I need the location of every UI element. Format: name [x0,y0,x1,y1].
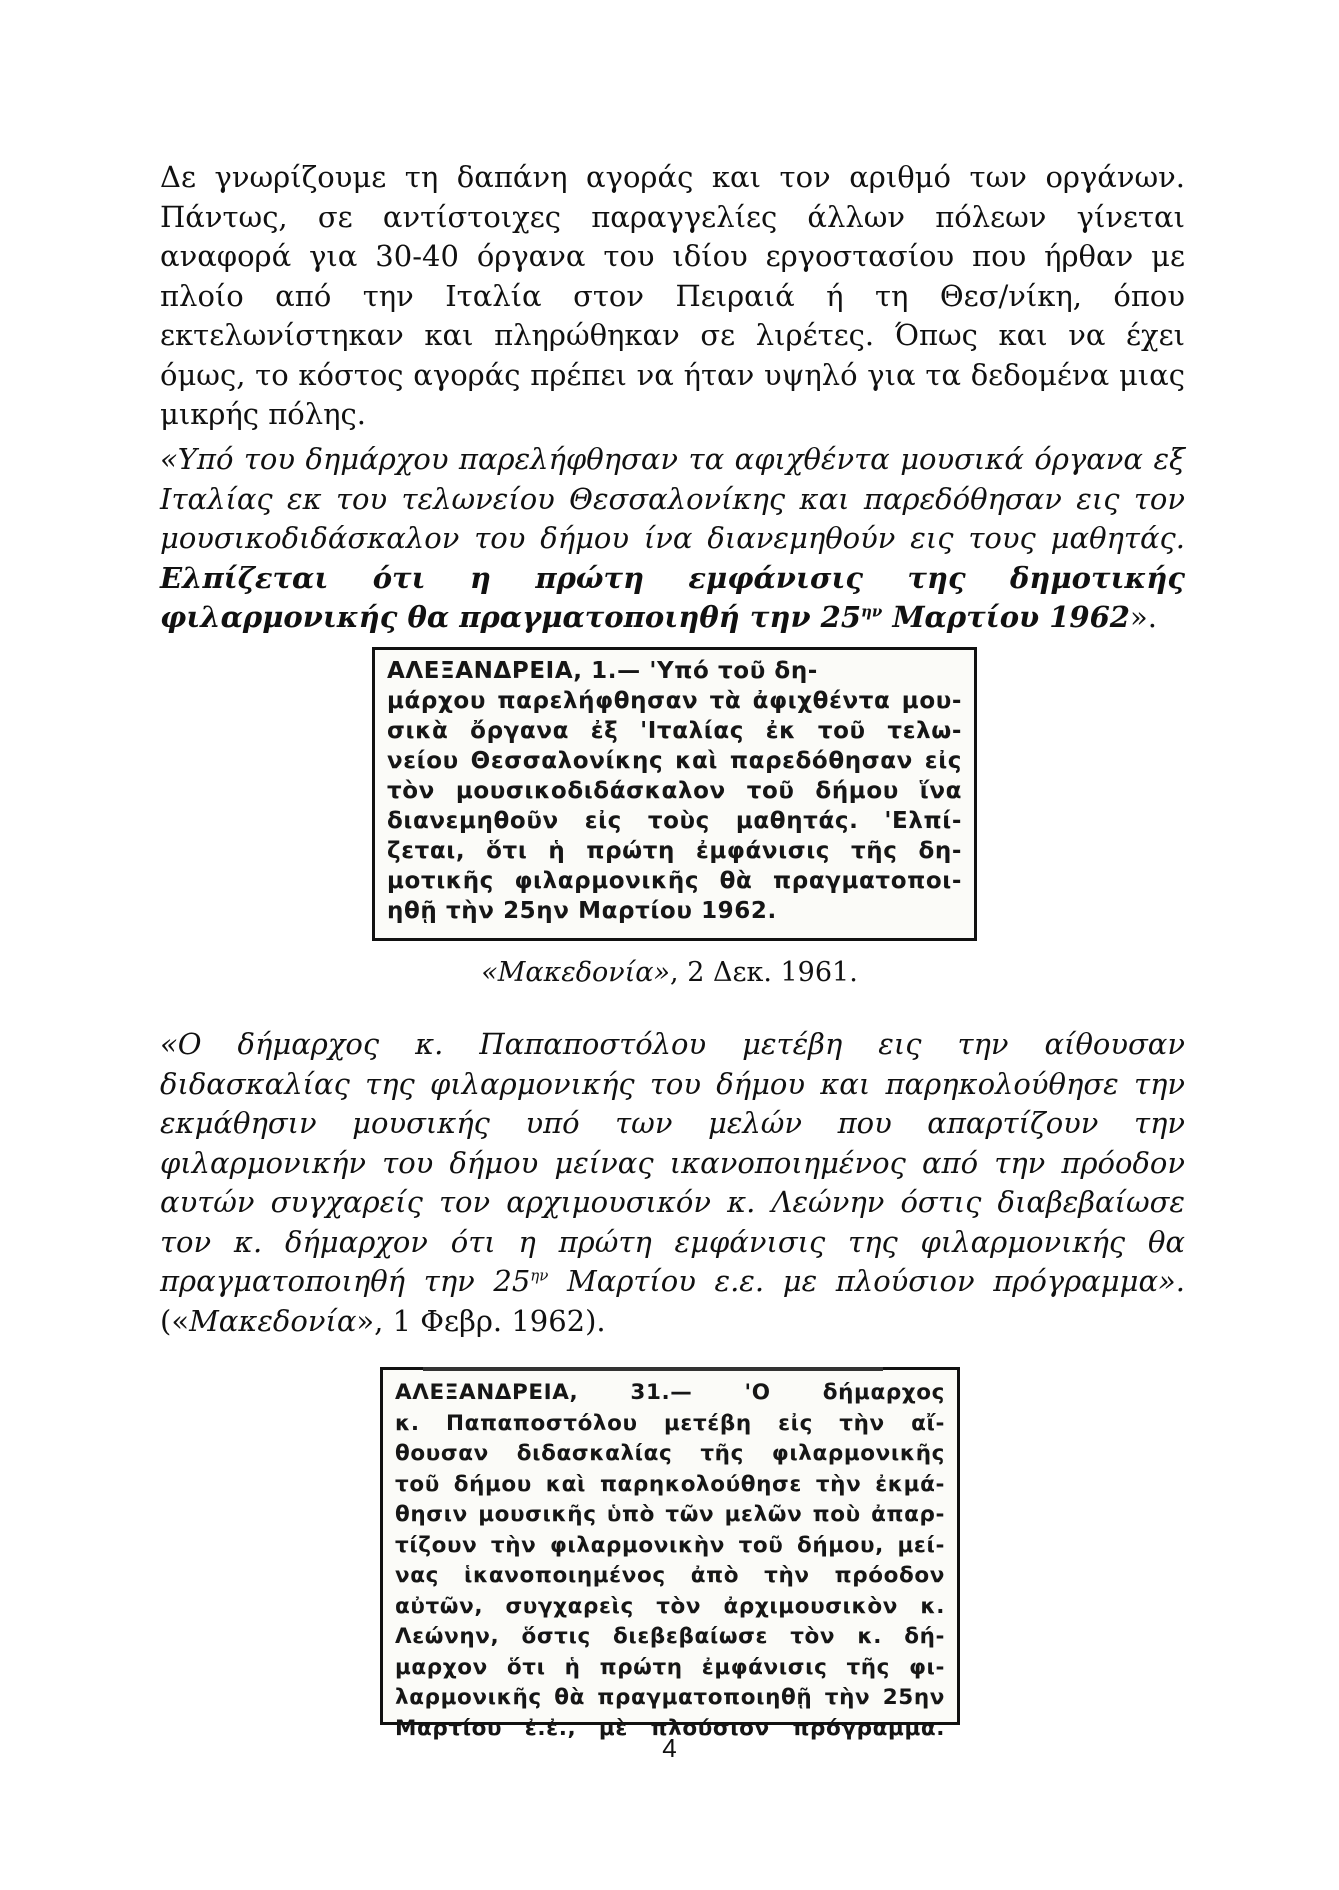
quote2-superscript: ην [530,1266,549,1285]
clipping-top-rule [423,1367,883,1371]
quote1-bold-text [160,561,1185,635]
clipping-line: μάρχου παρελήφθησαν τὰ ἀφιχθέντα μου- [387,688,962,714]
quote1-bold-start: Ελπίζεται ότι η πρώτη εμφάνισις της δημοτικής φιλαρμονικής θα πραγματοποιηθή την 25 [160,560,1185,634]
caption-date: , 2 Δεκ. 1961. [670,957,858,988]
clipping-line: λαρμονικῆς θὰ πραγματοποιηθῇ τὴν 25ην [395,1685,945,1710]
caption-source: «Μακεδονία» [481,957,671,988]
intro-paragraph: Δε γνωρίζουμε τη δαπάνη αγοράς και τον αριθμό των οργάνων. Πάντως, σε αντίστοιχες παραγγελίες άλλων πόλεων γίνεται αναφορά για 30-40 όργανα του ιδίου εργοστασίου που ήρθαν με πλοίο από την Ιταλία στον Πειραιά ή τη Θεσ/νίκη, όπου εκτελωνίστηκαν και πληρώθηκαν σε λιρέτες. Όπως και να έχει όμως, το κόστος αγοράς πρέπει να ήταν υψηλό για τα δεδομένα μιας μικρής πόλης. [160,160,1185,431]
newspaper-clipping-2 [380,1367,960,1741]
clipping-line: κ. Παπαποστόλου μετέβη εἰς τὴν αἴ- [395,1410,945,1436]
clipping-line: μοτικῆς φιλαρμονικῆς θὰ πραγματοποι- [387,868,962,894]
quote2-text-start: «Ο δήμαρχος κ. Παπαποστόλου μετέβη εις την αίθουσαν διδασκαλίας της φιλαρμονικής του δήμου και παρηκολούθησε την εκμάθησιν μουσικής υπό των μελών που απαρτίζουν την φιλαρμονικήν του δήμου μείνας ικανοποιημένος από την πρόοδον αυτών συγχαρείς τον αρχιμουσικόν κ. Λεώνην όστις διαβεβαίωσε τον κ. δήμαρχον ότι η πρώτη εμφάνισις της φιλαρμονικής θα πραγματοποιηθή την 25 [160,1027,1185,1298]
clipping-line: θουσαν διδασκαλίας τῆς φιλαρμονικῆς [395,1441,945,1466]
clipping-line: τοῦ δήμου καὶ παρηκολούθησε τὴν ἐκμά- [395,1471,945,1497]
quote2-ref-rest: », 1 Φεβρ. 1962). [356,1303,606,1338]
clipping-line: διανεμηθοῦν εἰς τοὺς μαθητάς. 'Ελπί- [387,808,962,834]
quote1-close: ». [1129,600,1157,634]
clipping-line: αὐτῶν, συγχαρεὶς τὸν ἀρχιμουσικὸν κ. [395,1593,945,1619]
clipping-line: τίζουν τὴν φιλαρμονικὴν τοῦ δήμου, μεί- [395,1532,945,1558]
clipping-line: ΑΛΕΞΑΝΔΡΕΙΑ, 1.— 'Υπό τοῦ δη- [387,658,818,684]
clipping-caption [0,957,1339,988]
clipping-line: ηθῇ τὴν 25ην Μαρτίου 1962. [387,898,777,924]
page-number: 4 [662,1733,677,1763]
clipping-line: θησιν μουσικῆς ὑπὸ τῶν μελῶν ποὺ ἀπαρ- [395,1502,945,1527]
quote-paragraph-1 [160,440,1185,638]
clipping-line: σικὰ ὄργανα ἐξ 'Ιταλίας ἐκ τοῦ τελω- [387,718,962,744]
clipping-line: μαρχον ὅτι ἡ πρώτη ἐμφάνισις τῆς φι- [395,1654,945,1680]
clipping-line: νείου Θεσσαλονίκης καὶ παρεδόθησαν εἰς [387,748,962,774]
clipping-line: νας ἱκανοποιημένος ἀπὸ τὴν πρόοδον [395,1563,945,1588]
quote1-text: «Υπό του δημάρχου παρελήφθησαν τα αφιχθέντα μουσικά όργανα εξ Ιταλίας εκ του τελωνείου Θεσσαλονίκης και παρεδόθησαν εις τον μουσικοδιδάσκαλον του δήμου ίνα διανεμηθούν εις τους μαθητάς. [160,442,1185,555]
clipping-line: ζεται, ὅτι ἡ πρώτη ἐμφάνισις τῆς δη- [387,838,962,864]
clipping-line: ΑΛΕΞΑΝΔΡΕΙΑ, 31.— 'Ο δήμαρχος [395,1380,945,1405]
quote2-ref-source: Μακεδονία [189,1303,357,1338]
clipping-line: Λεώνην, ὅστις διεβεβαίωσε τὸν κ. δή- [395,1624,945,1649]
clipping-line: τὸν μουσικοδιδάσκαλον τοῦ δήμου ἵνα [387,778,962,804]
clipping-line: Μαρτίου ἐ.ἐ., μὲ πλούσιον πρόγραμμα. [395,1715,945,1741]
quote1-bold-end: Μαρτίου 1962 [882,600,1130,634]
newspaper-clipping-1 [372,647,977,941]
quote2-ref-open: (« [160,1303,190,1338]
quote-paragraph-2 [160,1025,1185,1341]
quote1-superscript: ην [861,602,883,621]
quote2-text-end: Μαρτίου ε.ε. με πλούσιον πρόγραμμα». [548,1264,1185,1298]
